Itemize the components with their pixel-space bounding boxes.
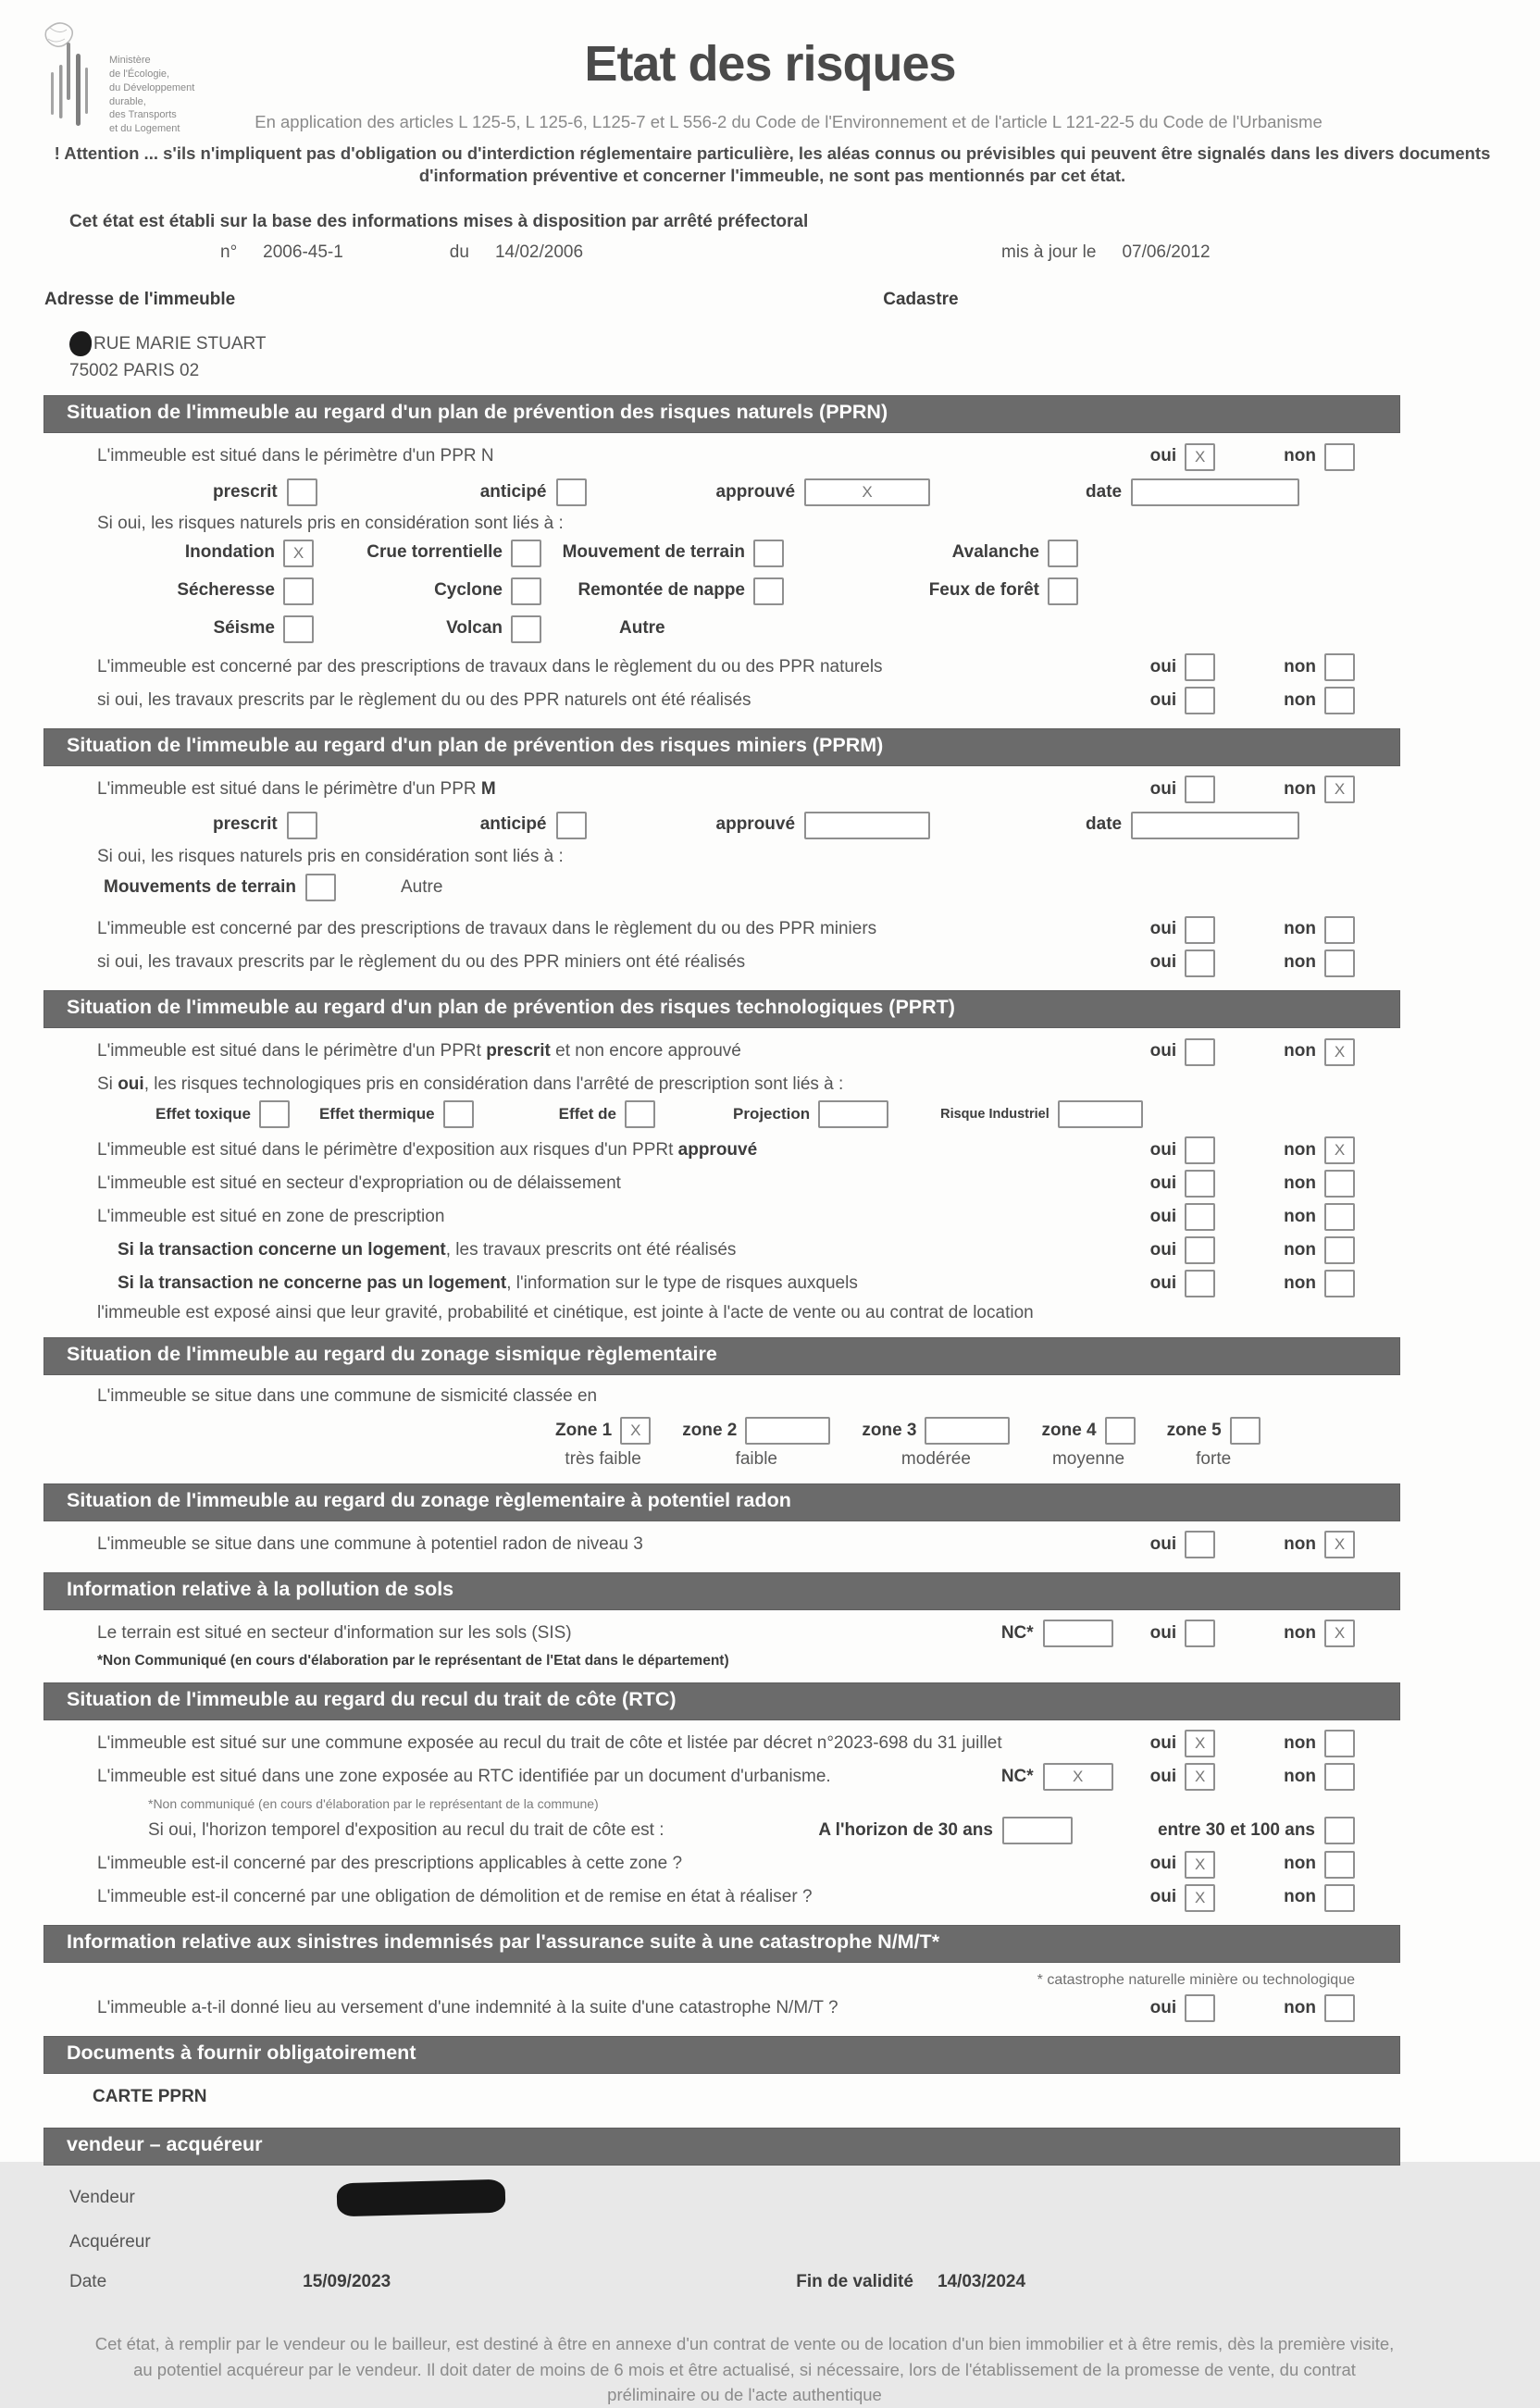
risk-item <box>97 577 327 605</box>
ministry-line: Ministère <box>109 55 151 66</box>
pprn-prescrit-checkbox[interactable] <box>287 478 317 506</box>
risk-item <box>554 577 797 605</box>
risk-label: Feux de forêt <box>928 580 1039 601</box>
risk-item <box>327 577 554 605</box>
validity-label: Fin de validité <box>796 2272 913 2292</box>
risk-label: Remontée de nappe <box>578 580 745 601</box>
non-label: non <box>1284 1240 1316 1260</box>
pprt-logement-non-checkbox[interactable] <box>1324 1236 1355 1264</box>
section-header-sols: Information relative à la pollution de sols <box>44 1573 1399 1609</box>
question-label: L'immeuble est situé en secteur d'expropriation ou de délaissement <box>97 1173 621 1194</box>
legal-reference: En application des articles L 125-5, L 125-6, L125-7 et L 556-2 du Code de l'Environnement et de l'article L 121-22-5 du Code de l'Urbanisme <box>255 112 1323 132</box>
pprn-si-oui-text: Si oui, les risques naturels pris en considération sont liés à : <box>97 514 564 534</box>
label-part-bold: prescrit <box>486 1041 551 1061</box>
risque-industriel-field[interactable] <box>1058 1100 1143 1128</box>
risk-label: Sécheresse <box>177 580 275 601</box>
pprt-expropriation-oui-checkbox[interactable] <box>1185 1170 1215 1198</box>
non-label: non <box>1284 1767 1316 1787</box>
section-header-pprm: Situation de l'immeuble au regard d'un plan de prévention des risques miniers (PPRM) <box>44 729 1399 765</box>
question-label: L'immeuble est-il concerné par des prescriptions applicables à cette zone ? <box>97 1854 683 1874</box>
pprt-perimetre-oui-checkbox[interactable] <box>1185 1038 1215 1066</box>
arrete-date: 14/02/2006 <box>494 242 584 263</box>
zone-item <box>682 1417 830 1471</box>
prescrit-label: prescrit <box>213 481 278 502</box>
label-part: L'immeuble est situé dans le périmètre d'un PPR <box>97 778 481 799</box>
oui-label: oui <box>1149 1622 1177 1643</box>
update-date: 07/06/2012 <box>1122 242 1211 263</box>
pprt-logement-row <box>97 1235 1355 1266</box>
pprm-approuve-field[interactable] <box>804 812 930 839</box>
risk-label: Mouvement de terrain <box>562 542 745 563</box>
rtc-prescriptions-oui-checkbox[interactable]: X <box>1185 1851 1215 1879</box>
ministry-line: des Transports <box>109 109 177 121</box>
oui-label: oui <box>1149 1887 1177 1907</box>
crue-torrentielle-checkbox[interactable] <box>511 540 541 567</box>
rtc-zone-row <box>97 1762 1355 1793</box>
prefectoral-numbers <box>0 242 1540 265</box>
zone1-checkbox[interactable]: X <box>620 1417 651 1445</box>
date-label: Date <box>69 2272 107 2292</box>
pprm-prescriptions-non-checkbox[interactable] <box>1324 916 1355 944</box>
pprm-travaux-row <box>97 948 1355 978</box>
section-header-documents: Documents à fournir obligatoirement <box>44 2037 1399 2073</box>
pprn-prescriptions-row <box>97 652 1355 683</box>
question-label: L'immeuble est situé dans une zone exposée au RTC identifiée par un document d'urbanisme. <box>97 1767 831 1787</box>
zone4-label: zone 4 <box>1041 1420 1097 1440</box>
oui-label: oui <box>1149 1733 1177 1754</box>
sols-oui-checkbox[interactable] <box>1185 1620 1215 1647</box>
risk-label: Séisme <box>213 618 275 639</box>
rtc-demolition-non-checkbox[interactable] <box>1324 1884 1355 1912</box>
ministry-name <box>109 17 194 137</box>
zone2-checkbox[interactable] <box>745 1417 830 1445</box>
non-label: non <box>1284 1173 1316 1194</box>
oui-label: oui <box>1149 656 1177 676</box>
horizon-30-100-checkbox[interactable] <box>1324 1817 1355 1844</box>
sinistres-non-checkbox[interactable] <box>1324 1994 1355 2022</box>
effet-thermique-label: Effet thermique <box>318 1104 435 1123</box>
label-part-bold: Si la transaction concerne un logement <box>118 1240 446 1260</box>
sols-footnote: *Non Communiqué (en cours d'élaboration par le représentant de l'Etat dans le département) <box>97 1652 729 1669</box>
question-label: L'immeuble a-t-il donné lieu au versement d'une indemnité à la suite d'une catastrophe N/M/T ? <box>97 1997 838 2017</box>
label-part: L'immeuble est situé dans le périmètre d'exposition aux risques d'un PPRt <box>97 1140 678 1161</box>
section-header-sismique: Situation de l'immeuble au regard du zonage sismique règlementaire <box>44 1338 1399 1374</box>
question-label: L'immeuble est situé en zone de prescription <box>97 1207 445 1227</box>
update-label: mis à jour le <box>1001 242 1097 263</box>
question-label: L'immeuble est concerné par des prescriptions de travaux dans le règlement du ou des PPR miniers <box>97 919 877 939</box>
label-part-bold: oui <box>118 1074 144 1095</box>
question-label: si oui, les travaux prescrits par le règlement du ou des PPR naturels ont été réalisés <box>97 689 751 710</box>
sismique-zones <box>0 1417 1540 1471</box>
address-label: Adresse de l'immeuble <box>44 289 236 309</box>
rtc-demolition-row <box>97 1882 1355 1913</box>
non-label: non <box>1284 952 1316 973</box>
address-header-row <box>0 289 1540 312</box>
street: RUE MARIE STUART <box>93 333 267 354</box>
oui-label: oui <box>1149 446 1177 466</box>
pprt-exposition-non-checkbox[interactable]: X <box>1324 1136 1355 1164</box>
pprt-exposition-row <box>97 1136 1355 1166</box>
mouvement-terrain-checkbox[interactable] <box>753 540 784 567</box>
oui-label: oui <box>1149 1240 1177 1260</box>
ministry-logo-icon <box>39 17 104 137</box>
risk-item <box>97 540 327 567</box>
non-label: non <box>1284 1733 1316 1754</box>
risk-item <box>327 615 554 643</box>
zone1-sublabel: très faible <box>565 1449 641 1470</box>
horizon-30-label: A l'horizon de 30 ans <box>818 1819 993 1840</box>
secheresse-checkbox[interactable] <box>283 577 314 605</box>
oui-label: oui <box>1149 1041 1177 1061</box>
pprm-prescriptions-oui-checkbox[interactable] <box>1185 916 1215 944</box>
pprt-exposition-oui-checkbox[interactable] <box>1185 1136 1215 1164</box>
pprn-prescriptions-oui-checkbox[interactable] <box>1185 653 1215 681</box>
label-part-bold: Si la transaction ne concerne pas un logement <box>118 1273 507 1294</box>
question-label <box>97 1139 1150 1162</box>
risk-item <box>554 615 797 643</box>
label-part: L'immeuble est situé dans le périmètre d'un PPRt <box>97 1041 487 1061</box>
document-item-carte-pprn: CARTE PPRN <box>93 2086 207 2106</box>
pprn-travaux-oui-checkbox[interactable] <box>1185 687 1215 714</box>
label-part-bold: M <box>480 778 496 799</box>
prefectoral-info <box>0 211 1540 383</box>
remontee-nappe-checkbox[interactable] <box>753 577 784 605</box>
rtc-footnote: *Non communiqué (en cours d'élaboration par le représentant de la commune) <box>148 1795 599 1811</box>
redaction-blob <box>69 331 92 356</box>
pprm-si-oui-text: Si oui, les risques naturels pris en considération sont liés à : <box>97 846 564 866</box>
pprt-effects-row <box>0 1100 1540 1128</box>
zone1-label: Zone 1 <box>555 1420 613 1440</box>
non-label: non <box>1284 1887 1316 1907</box>
risk-item <box>797 540 1091 567</box>
rtc-zone-non-checkbox[interactable] <box>1324 1763 1355 1791</box>
cyclone-checkbox[interactable] <box>511 577 541 605</box>
oui-label: oui <box>1149 778 1177 799</box>
pprt-perimetre-row <box>97 1036 1355 1067</box>
rtc-commune-non-checkbox[interactable] <box>1324 1730 1355 1757</box>
oui-label: oui <box>1149 1207 1177 1227</box>
non-label: non <box>1284 1534 1316 1555</box>
avalanche-checkbox[interactable] <box>1048 540 1078 567</box>
ministry-line: durable, <box>109 95 146 107</box>
pprt-zone-non-checkbox[interactable] <box>1324 1203 1355 1231</box>
risque-industriel-label: Risque Industriel <box>940 1106 1049 1122</box>
projection-label: Projection <box>732 1104 811 1123</box>
label-part: , les risques technologiques pris en considération dans l'arrêté de prescription sont liés à : <box>143 1074 844 1095</box>
oui-label: oui <box>1149 952 1177 973</box>
radon-oui-checkbox[interactable] <box>1185 1531 1215 1558</box>
risk-item <box>797 577 1091 605</box>
anticipe-label: anticipé <box>479 481 547 502</box>
section-header-sinistres: Information relative aux sinistres indemnisés par l'assurance suite à une catastrophe N/M/T* <box>44 1926 1399 1962</box>
pprm-prescrit-checkbox[interactable] <box>287 812 317 839</box>
section-header-pprt: Situation de l'immeuble au regard d'un plan de prévention des risques technologiques (PPRT) <box>44 991 1399 1027</box>
zone5-sublabel: forte <box>1196 1449 1232 1470</box>
ministry-logo <box>39 17 270 137</box>
question-label: Le terrain est situé en secteur d'information sur les sols (SIS) <box>97 1622 572 1643</box>
question-label: L'immeuble est-il concerné par une obligation de démolition et de remise en état à réaliser ? <box>97 1887 813 1907</box>
sinistres-indemnite-row <box>97 1993 1355 2024</box>
warning-body: s'ils n'impliquent pas d'obligation ou d'interdiction réglementaire particulière, les aléas connus ou prévisibles qui peuvent être signalés dans les divers documents d'information préventive et concerner l'immeuble, ne sont pas mentionnés par cet état. <box>163 143 1491 186</box>
section-header-rtc: Situation de l'immeuble au regard du recul du trait de côte (RTC) <box>44 1683 1399 1719</box>
pprm-date-field[interactable] <box>1131 812 1299 839</box>
non-label: non <box>1284 1997 1316 2017</box>
question-label: Si oui, l'horizon temporel d'exposition au recul du trait de côte est : <box>148 1819 664 1840</box>
pprm-risk-row <box>0 874 1540 901</box>
pprm-prescriptions-row <box>97 914 1355 945</box>
pprn-status-row <box>0 478 1355 506</box>
sismique-intro: L'immeuble se situe dans une commune de sismicité classée en <box>97 1385 598 1406</box>
pprn-perimetre-row <box>97 441 1355 472</box>
risk-item <box>327 540 554 567</box>
pprt-non-logement-oui-checkbox[interactable] <box>1185 1270 1215 1297</box>
oui-label: oui <box>1149 1854 1177 1874</box>
pprn-travaux-non-checkbox[interactable] <box>1324 687 1355 714</box>
non-label: non <box>1284 1140 1316 1161</box>
mouvements-terrain-label: Mouvements de terrain <box>104 876 296 897</box>
pprt-non-logement-non-checkbox[interactable] <box>1324 1270 1355 1297</box>
cadastre-label: Cadastre <box>883 289 959 309</box>
vendeur-label: Vendeur <box>69 2188 135 2208</box>
pprt-zone-prescription-row <box>97 1202 1355 1233</box>
pprn-travaux-row <box>97 686 1355 716</box>
pprn-date-field[interactable] <box>1131 478 1299 506</box>
question-label <box>97 778 1150 801</box>
volcan-checkbox[interactable] <box>511 615 541 643</box>
question-label <box>97 1040 1150 1063</box>
effet-de-label: Effet de <box>558 1104 616 1123</box>
risk-item <box>554 540 797 567</box>
ministry-line: de l'Écologie, <box>109 68 170 80</box>
mouvements-terrain-checkbox[interactable] <box>305 874 336 901</box>
rtc-commune-oui-checkbox[interactable]: X <box>1185 1730 1215 1757</box>
pprm-perimetre-oui-checkbox[interactable] <box>1185 776 1215 803</box>
pprt-non-logement-row <box>97 1269 1355 1299</box>
inondation-checkbox[interactable]: X <box>283 540 314 567</box>
num-label: n° <box>220 242 238 263</box>
pprn-approuve-field[interactable]: X <box>804 478 930 506</box>
projection-field[interactable] <box>818 1100 888 1128</box>
pprn-perimetre-oui-checkbox[interactable]: X <box>1185 443 1215 471</box>
oui-label: oui <box>1149 689 1177 710</box>
date-label: date <box>1086 814 1123 835</box>
acquereur-label: Acquéreur <box>69 2232 151 2253</box>
risk-item <box>97 615 327 643</box>
page-title: Etat des risques <box>584 36 956 92</box>
effet-toxique-checkbox[interactable] <box>259 1100 290 1128</box>
footer-legal-text: Cet état, à remplir par le vendeur ou le bailleur, est destiné à être en annexe d'un contrat de vente ou de location d'un bien immobilier et à être remis, dès la première visite, au potentiel acquéreur par le vendeur. Il doit dater de moins de 6 mois et être actualisé, si nécessaire, lors de l'établissement de la promesse de vente, du contrat préliminaire ou de l'acte authentique <box>94 2333 1395 2405</box>
effet-toxique-label: Effet toxique <box>155 1104 251 1123</box>
non-label: non <box>1284 919 1316 939</box>
rtc-demolition-oui-checkbox[interactable]: X <box>1185 1884 1215 1912</box>
question-label: L'immeuble se situe dans une commune à potentiel radon de niveau 3 <box>97 1534 643 1555</box>
date-label: date <box>1086 481 1123 502</box>
horizon-30-100-label: entre 30 et 100 ans <box>1157 1819 1315 1840</box>
non-label: non <box>1284 1041 1316 1061</box>
section-header-radon: Situation de l'immeuble au regard du zonage règlementaire à potentiel radon <box>44 1484 1399 1521</box>
nc-label: NC* <box>1000 1622 1034 1643</box>
pprn-risk-grid <box>0 540 1540 643</box>
pprm-travaux-non-checkbox[interactable] <box>1324 950 1355 977</box>
redaction-vendeur-name <box>336 2179 505 2217</box>
risk-label: Volcan <box>446 618 503 639</box>
zone3-label: zone 3 <box>862 1420 917 1440</box>
sinistres-oui-checkbox[interactable] <box>1185 1994 1215 2022</box>
oui-label: oui <box>1149 1140 1177 1161</box>
section-header-pprn: Situation de l'immeuble au regard d'un plan de prévention des risques naturels (PPRN) <box>44 396 1399 432</box>
du-label: du <box>449 242 469 263</box>
sols-non-checkbox[interactable]: X <box>1324 1620 1355 1647</box>
pprt-expropriation-row <box>97 1169 1355 1199</box>
non-label: non <box>1284 1273 1316 1294</box>
non-label: non <box>1284 778 1316 799</box>
zone5-label: zone 5 <box>1166 1420 1222 1440</box>
oui-label: oui <box>1149 919 1177 939</box>
zone5-checkbox[interactable] <box>1230 1417 1261 1445</box>
zone4-checkbox[interactable] <box>1105 1417 1136 1445</box>
effet-thermique-checkbox[interactable] <box>443 1100 474 1128</box>
radon-row <box>97 1530 1355 1560</box>
document-date: 15/09/2023 <box>303 2272 391 2292</box>
acquereur-row <box>0 2231 1540 2254</box>
rtc-prescriptions-row <box>97 1849 1355 1880</box>
label-part: , l'information sur le type de risques auxquels <box>506 1273 858 1294</box>
question-label: L'immeuble est situé sur une commune exposée au recul du trait de côte et listée par décret n°2023-698 du 31 juillet <box>97 1733 1002 1754</box>
label-part-bold: approuvé <box>677 1140 758 1161</box>
autre-label: Autre <box>619 618 665 639</box>
non-label: non <box>1284 689 1316 710</box>
label-part: , les travaux prescrits ont été réalisés <box>445 1240 737 1260</box>
pprm-anticipe-checkbox[interactable] <box>556 812 587 839</box>
pprn-anticipe-checkbox[interactable] <box>556 478 587 506</box>
pprn-prescriptions-non-checkbox[interactable] <box>1324 653 1355 681</box>
pprt-logement-oui-checkbox[interactable] <box>1185 1236 1215 1264</box>
warning-lead: ! Attention ... <box>54 143 158 164</box>
label-part: Si <box>97 1074 118 1095</box>
zone4-sublabel: moyenne <box>1051 1449 1125 1470</box>
ministry-line: et du Logement <box>109 123 180 135</box>
ministry-line: du Développement <box>109 81 195 93</box>
question-label: L'immeuble est situé dans le périmètre d'un PPR N <box>97 446 494 466</box>
rtc-commune-row <box>97 1729 1355 1759</box>
validity-date: 14/03/2024 <box>937 2272 1026 2292</box>
rtc-zone-oui-checkbox[interactable]: X <box>1185 1763 1215 1791</box>
question-label: L'immeuble est concerné par des prescriptions de travaux dans le règlement du ou des PPR naturels <box>97 656 883 676</box>
oui-label: oui <box>1149 1534 1177 1555</box>
vendeur-row <box>0 2181 1540 2215</box>
zone3-sublabel: modérée <box>900 1449 971 1470</box>
catastrophe-footnote: * catastrophe naturelle minière ou technologique <box>1037 1972 1355 1989</box>
zone-item <box>1041 1417 1135 1471</box>
feux-foret-checkbox[interactable] <box>1048 577 1078 605</box>
zone2-sublabel: faible <box>735 1449 777 1470</box>
question-label <box>97 1272 1150 1296</box>
risk-label: Avalanche <box>951 542 1039 563</box>
autre-label: Autre <box>401 876 443 897</box>
non-label: non <box>1284 1207 1316 1227</box>
warning-text <box>51 143 1494 187</box>
zone3-checkbox[interactable] <box>925 1417 1010 1445</box>
horizon-30-field[interactable] <box>1002 1817 1073 1844</box>
prefectoral-intro: Cet état est établi sur la base des informations mises à disposition par arrêté préfectoral <box>69 212 809 232</box>
pprt-continuation-text: l'immeuble est exposé ainsi que leur gravité, probabilité et cinétique, est jointe à l'acte de vente ou au contrat de location <box>97 1302 1034 1322</box>
risk-label: Inondation <box>184 542 275 563</box>
rtc-horizon-row <box>148 1817 1355 1844</box>
question-label <box>97 1239 1150 1262</box>
rtc-prescriptions-non-checkbox[interactable] <box>1324 1851 1355 1879</box>
address-line-1 <box>0 331 1540 356</box>
prescrit-label: prescrit <box>213 814 278 835</box>
pprn-perimetre-non-checkbox[interactable] <box>1324 443 1355 471</box>
sols-nc-field[interactable] <box>1043 1620 1113 1647</box>
rtc-nc-field[interactable]: X <box>1043 1763 1113 1791</box>
label-part: et non encore approuvé <box>550 1041 741 1061</box>
header <box>0 0 1540 187</box>
oui-label: oui <box>1149 1173 1177 1194</box>
date-row <box>0 2271 1540 2294</box>
non-label: non <box>1284 1854 1316 1874</box>
pprt-perimetre-non-checkbox[interactable]: X <box>1324 1038 1355 1066</box>
pprm-perimetre-non-checkbox[interactable]: X <box>1324 776 1355 803</box>
pprt-expropriation-non-checkbox[interactable] <box>1324 1170 1355 1198</box>
zone2-label: zone 2 <box>682 1420 738 1440</box>
anticipe-label: anticipé <box>479 814 547 835</box>
zone-item <box>555 1417 651 1471</box>
non-label: non <box>1284 446 1316 466</box>
oui-label: oui <box>1149 1767 1177 1787</box>
pprt-si-oui-text <box>0 1074 1540 1097</box>
risk-label: Cyclone <box>434 580 503 601</box>
seisme-checkbox[interactable] <box>283 615 314 643</box>
question-label: si oui, les travaux prescrits par le règlement du ou des PPR miniers ont été réalisés <box>97 952 746 973</box>
risk-label: Crue torrentielle <box>366 542 503 563</box>
approuve-label: approuvé <box>715 814 796 835</box>
non-label: non <box>1284 1622 1316 1643</box>
section-header-parties: vendeur – acquéreur <box>44 2129 1399 2165</box>
nc-label: NC* <box>1000 1767 1034 1787</box>
pprm-status-row <box>0 812 1355 839</box>
oui-label: oui <box>1149 1997 1177 2017</box>
radon-non-checkbox[interactable]: X <box>1324 1531 1355 1558</box>
zone-item <box>1167 1417 1261 1471</box>
effet-de-checkbox[interactable] <box>625 1100 655 1128</box>
city: 75002 PARIS 02 <box>69 361 200 381</box>
pprm-perimetre-row <box>97 775 1355 805</box>
zone-item <box>862 1417 1010 1471</box>
pprt-zone-oui-checkbox[interactable] <box>1185 1203 1215 1231</box>
sols-sis-row <box>97 1619 1355 1649</box>
pprm-travaux-oui-checkbox[interactable] <box>1185 950 1215 977</box>
oui-label: oui <box>1149 1273 1177 1294</box>
arrete-number: 2006-45-1 <box>263 242 343 263</box>
non-label: non <box>1284 656 1316 676</box>
approuve-label: approuvé <box>715 481 796 502</box>
